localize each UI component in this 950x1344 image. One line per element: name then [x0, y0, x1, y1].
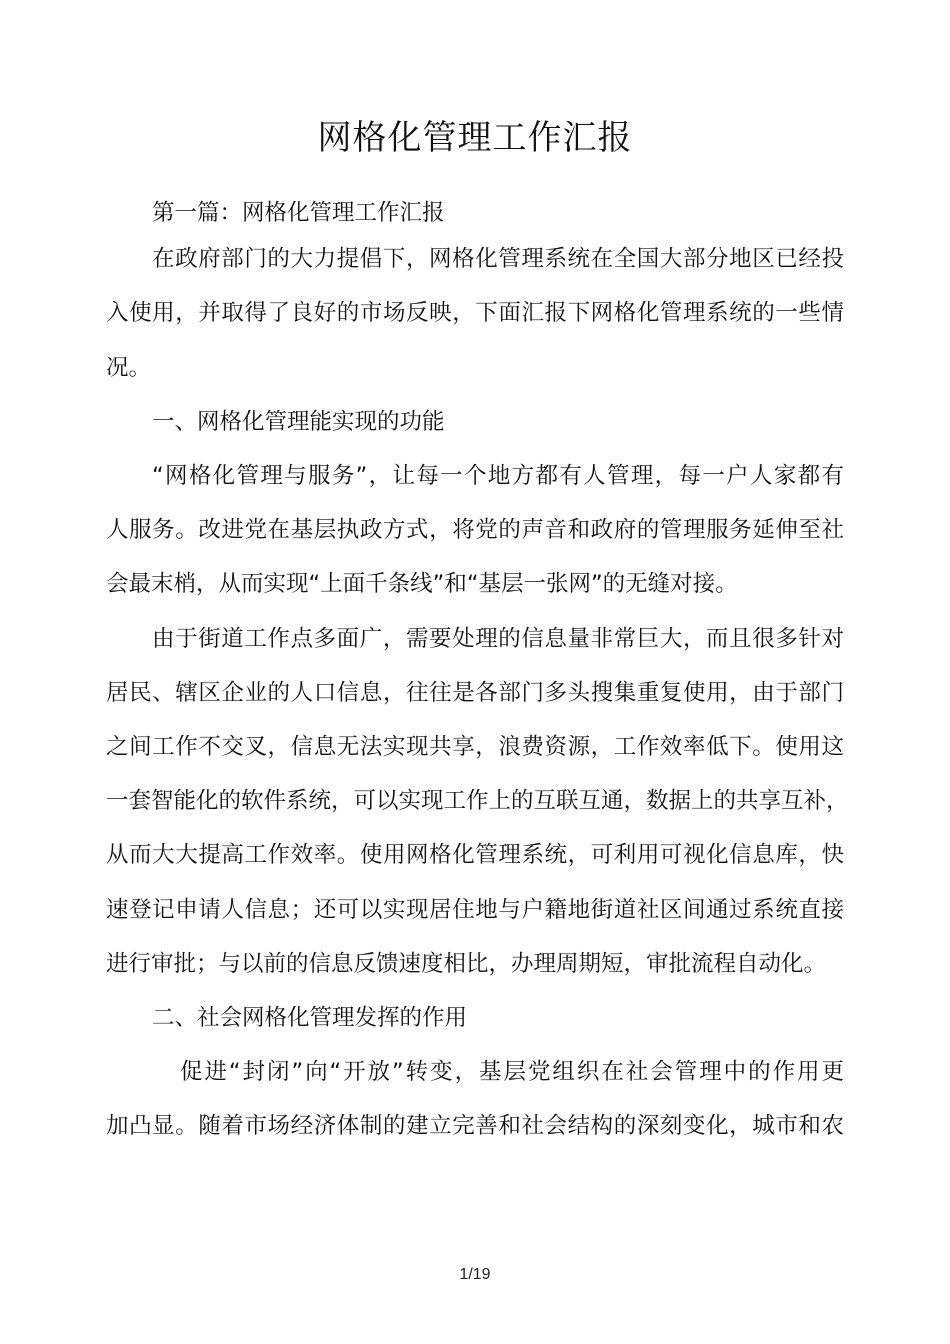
paragraph-line: 人服务。改进党在基层执政方式，将党的声音和政府的管理服务延伸至社 [106, 517, 844, 543]
paragraph-line: 会最末梢，从而实现“上面千条线”和“基层一张网”的无缝对接。 [106, 571, 738, 597]
paragraph-line: 居民、辖区企业的人口信息，往往是各部门多头搜集重复使用，由于部门 [106, 680, 844, 706]
paragraph-line: 入使用，并取得了良好的市场反映，下面汇报下网格化管理系统的一些情 [106, 300, 844, 326]
section-heading: 二、社会网格化管理发挥的作用 [152, 1005, 468, 1031]
paragraph-line: 从而大大提高工作效率。使用网格化管理系统，可利用可视化信息库，快 [106, 842, 844, 868]
paragraph-line: 由于街道工作点多面广，需要处理的信息量非常巨大，而且很多针对 [152, 626, 844, 652]
paragraph-line: “网格化管理与服务”，让每一个地方都有人管理，每一户人家都有 [152, 463, 844, 489]
section-heading: 一、网格化管理能实现的功能 [152, 409, 445, 435]
document-title: 网格化管理工作汇报 [317, 118, 633, 158]
section-heading: 第一篇：网格化管理工作汇报 [152, 200, 445, 226]
paragraph-line: 加凸显。随着市场经济体制的建立完善和社会结构的深刻变化，城市和农 [106, 1113, 844, 1139]
paragraph-line: 一套智能化的软件系统，可以实现工作上的互联互通，数据上的共享互补， [106, 788, 849, 814]
paragraph-line: 在政府部门的大力提倡下，网格化管理系统在全国大部分地区已经投 [152, 246, 844, 272]
paragraph-line: 进行审批；与以前的信息反馈速度相比，办理周期短，审批流程自动化。 [106, 951, 827, 977]
paragraph-line: 速登记申请人信息；还可以实现居住地与户籍地街道社区间通过系统直接 [106, 897, 844, 923]
paragraph-line: 况。 [106, 355, 152, 381]
paragraph-line: 促进“封闭”向“开放”转变，基层党组织在社会管理中的作用更 [180, 1059, 844, 1085]
paragraph-line: 之间工作不交叉，信息无法实现共享，浪费资源，工作效率低下。使用这 [106, 734, 844, 760]
page-number: 1/19 [459, 1266, 491, 1283]
